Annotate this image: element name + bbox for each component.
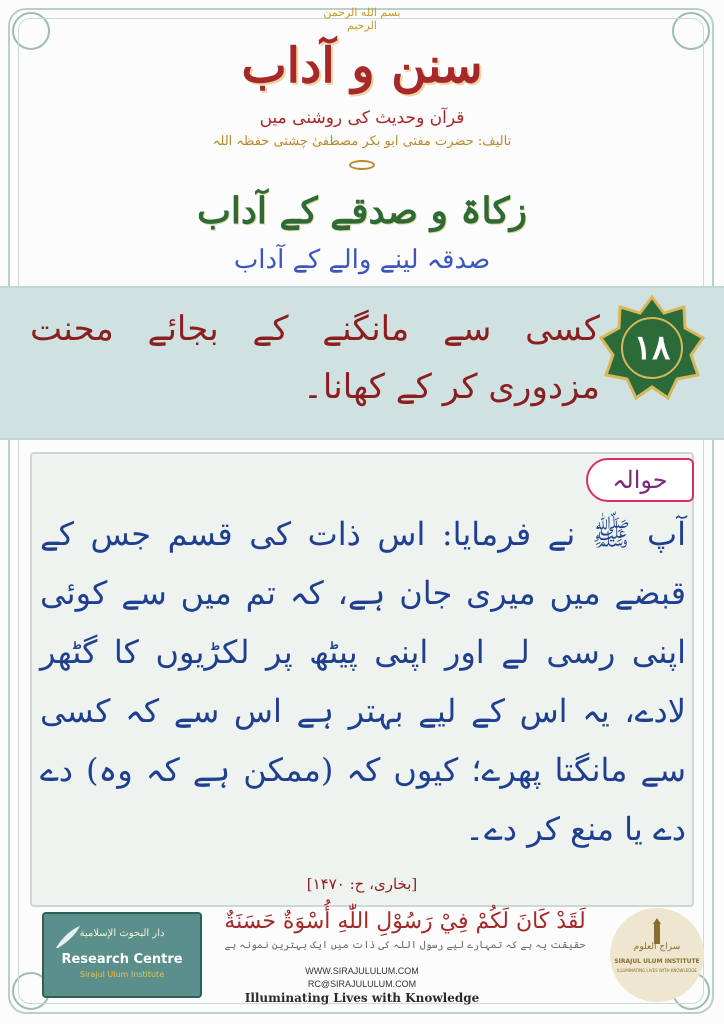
research-centre-subtitle: Sirajul Ulum Institute [79, 970, 165, 979]
verse-translation: حقیقت یہ ہے کہ تمہارے لیے رسول اللہ کی ذات میں ایک بہترین نمونہ ہے [224, 940, 586, 951]
email-link[interactable]: RC@SIRAJULULUM.COM [307, 979, 417, 989]
institute-subtitle: ILLUMINATING LIVES WITH KNOWLEDGE [617, 968, 697, 973]
hadith-text: آپ ﷺ نے فرمایا: اس ذات کی قسم جس کے قبضے میں میری جان ہے، کہ تم میں سے کوئی اپنی رسی لے اور اپنی پیٹھ پر لکڑیوں کا گٹھر لادے، یہ اس کے لیے بہتر ہے اس سے کہ کسی سے مانگتا پھرے؛ کیوں کہ (ممکن ہے کہ وہ) دے دے یا منع کر دے۔ [40, 515, 687, 848]
item-text: کسی سے مانگنے کے بجائے محنت مزدوری کر کے کھانا۔ [30, 309, 600, 407]
institute-title: SIRAJUL ULUM INSTITUTE [614, 958, 700, 965]
item-number: ۱۸ [633, 328, 671, 368]
website-link[interactable]: WWW.SIRAJULULUM.COM [305, 966, 419, 976]
author-line: تالیف: حضرت مفتی ابو بکر مصطفیٰ چشتی حفظہ اللہ [212, 134, 512, 149]
research-centre-title: Research Centre [61, 952, 183, 967]
ornament-icon [349, 160, 375, 170]
institute-logo [610, 908, 704, 1002]
research-centre-logo [42, 912, 202, 998]
bismillah-calligraphy: بسم الله الرحمن الرحيم [323, 6, 401, 32]
page-subtitle: قرآن وحدیث کی روشنی میں [259, 108, 465, 128]
page-title: سنن و آداب [241, 38, 483, 94]
topic-heading: زکاۃ و صدقے کے آداب [196, 190, 528, 232]
item-number-badge [597, 293, 707, 403]
tagline: Illuminating Lives with Knowledge [244, 991, 480, 1005]
institute-arabic: سراج العلوم [633, 942, 681, 952]
quran-verse: لَقَدْ كَانَ لَكُمْ فِيْ رَسُوْلِ اللّٰهِ أُسْوَةٌ حَسَنَةٌ [224, 909, 586, 934]
research-centre-arabic: دار البحوث الإسلامية [79, 928, 165, 939]
minaret-icon [647, 918, 667, 944]
subtopic-heading: صدقہ لینے والے کے آداب [233, 245, 491, 275]
hadith-source: [بخاری، ح: ۱۴۷۰] [306, 875, 418, 893]
reference-label: حوالہ [586, 458, 694, 502]
